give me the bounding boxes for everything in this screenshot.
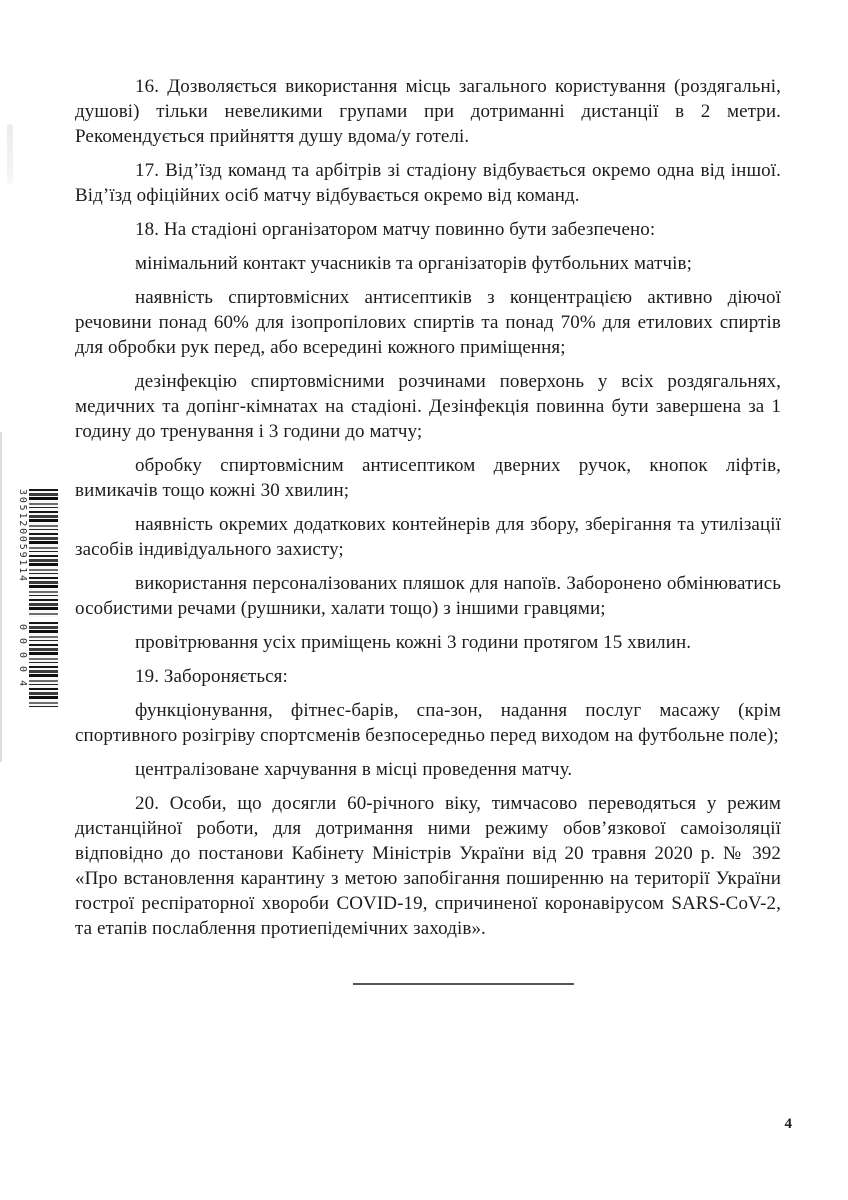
paragraph-18-item-5: наявність окремих додаткових контейнерів для збору, зберігання та утилізації засобів індивідуального захисту;	[75, 514, 781, 560]
paragraph-18-item-6: використання персоналізованих пляшок для напоїв. Заборонено обмінюватись особистими речами (рушники, халати тощо) з іншими гравцями;	[75, 573, 781, 619]
barcode-secondary	[17, 622, 58, 708]
paragraph-19-item-1: функціонування, фітнес-барів, спа-зон, надання послуг масажу (крім спортивного розігріву спортсменів безпосередньо перед виходом на футбольне поле);	[75, 700, 781, 746]
paragraph-18-item-4: обробку спиртовмісним антисептиком дверних ручок, кнопок ліфтів, вимикачів тощо кожні 30 хвилин;	[75, 455, 781, 501]
paragraph-18: 18. На стадіоні організатором матчу повинно бути забезпечено:	[135, 219, 656, 240]
paragraph-18-item-3: дезінфекцію спиртовмісними розчинами поверхонь у всіх роздягальнях, медичних та допінг-кімнатах на стадіоні. Дезінфекція повинна бути завершена за 1 годину до тренування і 3 години до матчу;	[75, 371, 781, 442]
barcode-bars-icon	[29, 489, 58, 617]
paragraph-20: 20. Особи, що досягли 60-річного віку, тимчасово переводяться у режим дистанційної роботи, для дотримання ними режиму обов’язкової самоізоляції відповідно до постанови Кабінету Міністрів України від 20 травня 2020 р. № 392 «Про встановлення карантину з метою запобігання поширенню на території України гострої респіраторної хвороби COVID-19, спричиненої коронавірусом SARS-CoV-2, та етапів послаблення протиепідемічних заходів».	[75, 793, 781, 939]
document-body	[75, 74, 781, 985]
barcode-secondary-digits: 00004	[17, 624, 28, 695]
paragraph-18-item-1: мінімальний контакт учасників та організаторів футбольних матчів;	[135, 253, 692, 274]
paragraph-19: 19. Забороняється:	[135, 666, 288, 687]
signature-divider-line	[353, 983, 574, 985]
paragraph-17: 17. Від’їзд команд та арбітрів зі стадіону відбувається окремо одна від іншої. Від’їзд офіційних осіб матчу відбувається окремо від команд.	[75, 160, 781, 206]
paragraph-18-item-2: наявність спиртовмісних антисептиків з концентрацією активно діючої речовини понад 60% для ізопропілових спиртів та понад 70% для етилових спиртів для обробки рук перед, або всередині кожного приміщення;	[75, 287, 781, 358]
barcode-bars-icon	[29, 622, 58, 708]
scan-artifact	[0, 432, 2, 762]
barcode-main-digits: 305120059114	[17, 489, 28, 583]
paragraph-18-item-7: провітрювання усіх приміщень кожні 3 години протягом 15 хвилин.	[135, 632, 692, 653]
scan-artifact	[7, 124, 13, 184]
paragraph-19-item-2: централізоване харчування в місці проведення матчу.	[135, 759, 573, 780]
paragraph-16: 16. Дозволяється використання місць загального користування (роздягальні, душові) тільки невеликими групами при дотриманні дистанції в 2 метри. Рекомендується прийняття душу вдома/у готелі.	[75, 76, 781, 147]
page-number: 4	[784, 1116, 792, 1132]
barcode-main	[17, 489, 58, 617]
